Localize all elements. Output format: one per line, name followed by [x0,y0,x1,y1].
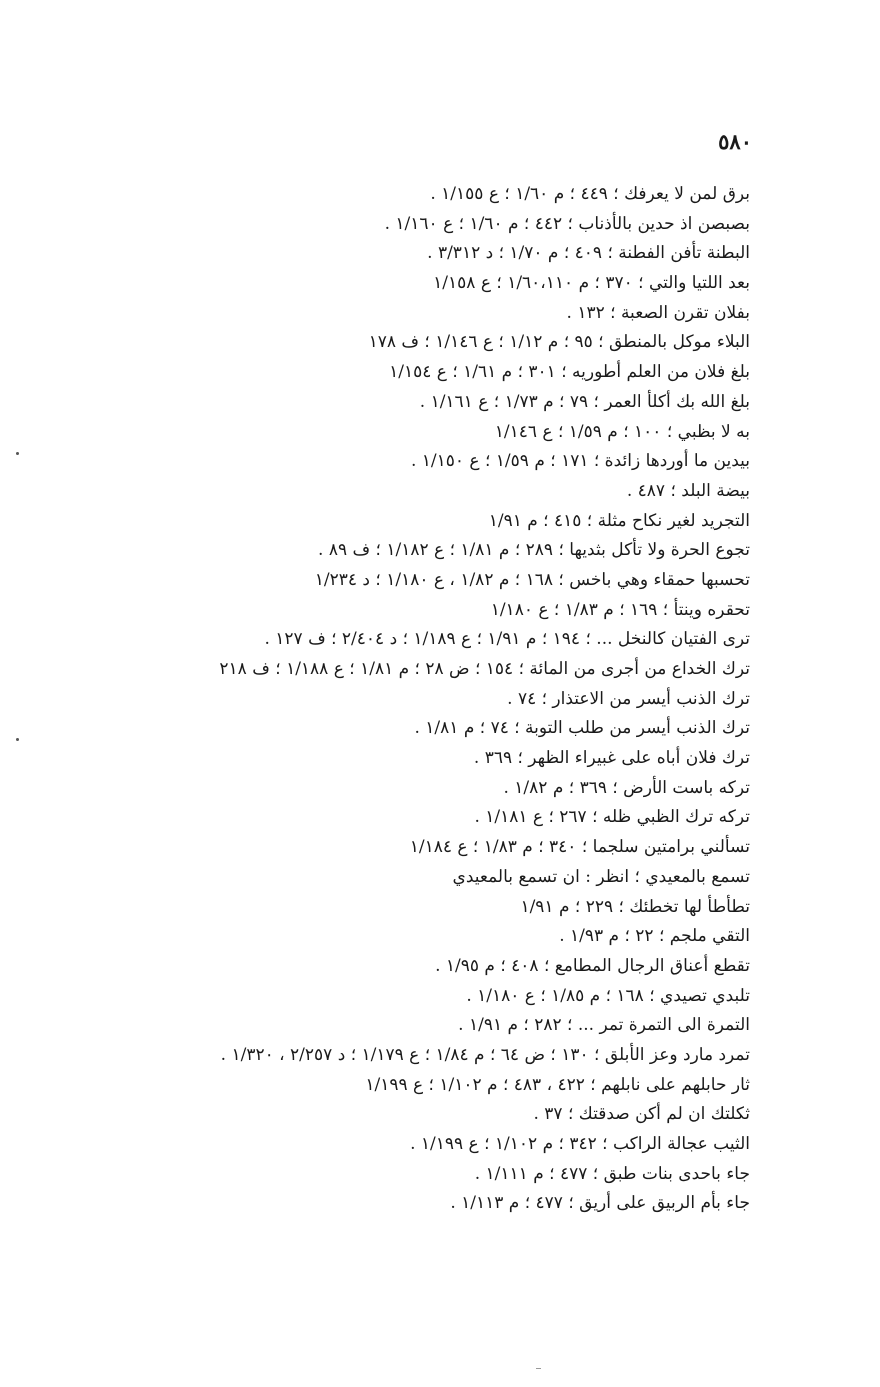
index-entry: التجريد لغير نكاح مثلة ؛ ٤١٥ ؛ م ١/٩١ [488,510,750,531]
index-entry: ترك الذنب أيسر من الاعتذار ؛ ٧٤ . [507,688,750,709]
scan-speck [16,452,19,455]
index-entry: التقي ملجم ؛ ٢٢ ؛ م ١/٩٣ . [559,926,750,947]
scan-speck [16,738,19,741]
index-entry: تركه ترك الظبي ظله ؛ ٢٦٧ ؛ ع ١/١٨١ . [474,807,750,828]
index-entry: البطنة تأفن الفطنة ؛ ٤٠٩ ؛ م ١/٧٠ ؛ د ٣/٣١٢ . [427,243,750,264]
index-entry: به لا بظبي ؛ ١٠٠ ؛ م ١/٥٩ ؛ ع ١/١٤٦ [494,421,750,442]
index-entry: ترك الذنب أيسر من طلب التوبة ؛ ٧٤ ؛ م ١/٨١ . [414,718,750,739]
index-entry: تلبدي تصيدي ؛ ١٦٨ ؛ م ١/٨٥ ؛ ع ١/١٨٠ . [466,985,750,1006]
index-entry: بيدين ما أوردها زائدة ؛ ١٧١ ؛ م ١/٥٩ ؛ ع ١/١٥٠ . [410,451,750,472]
index-entry: ترك الخداع من أجرى من المائة ؛ ١٥٤ ؛ ض ٢٨ ؛ م ١/٨١ ؛ ع ١/١٨٨ ؛ ف ٢١٨ [219,659,750,679]
index-entry: تمرد مارد وعز الأبلق ؛ ١٣٠ ؛ ض ٦٤ ؛ م ١/٨٤ ؛ ع ١/١٧٩ ؛ د ٢/٢٥٧ ، ١/٣٢٠ . [220,1044,750,1065]
index-entry: بلغ فلان من العلم أطوريه ؛ ٣٠١ ؛ م ١/٦١ ؛ ع ١/١٥٤ [389,362,750,383]
index-entry: تجوع الحرة ولا تأكل بثديها ؛ ٢٨٩ ؛ م ١/٨١ ؛ ع ١/١٨٢ ؛ ف ٨٩ . [318,540,750,561]
index-entry: جاء باحدى بنات طبق ؛ ٤٧٧ ؛ م ١/١١١ . [474,1163,750,1184]
index-entry: ترى الفتيان كالنخل ... ؛ ١٩٤ ؛ م ١/٩١ ؛ ع ١/١٨٩ ؛ د ٢/٤٠٤ ؛ ف ١٢٧ . [264,629,750,650]
index-entry: برق لمن لا يعرفك ؛ ٤٤٩ ؛ م ١/٦٠ ؛ ع ١/١٥٥ . [430,184,750,204]
index-entry: تحقره وينتأ ؛ ١٦٩ ؛ م ١/٨٣ ؛ ع ١/١٨٠ [490,599,750,620]
index-entry: ثكلتك ان لم أكن صدقتك ؛ ٣٧ . [533,1104,750,1125]
page-number: ٥٨٠ [718,129,752,154]
index-entry: البلاء موكل بالمنطق ؛ ٩٥ ؛ م ١/١٢ ؛ ع ١/١٤٦ ؛ ف ١٧٨ [368,332,750,353]
index-entry: ترك فلان أباه على غبيراء الظهر ؛ ٣٦٩ . [473,748,750,769]
index-entry: التمرة الى التمرة تمر ... ؛ ٢٨٢ ؛ م ١/٩١ . [458,1015,750,1036]
index-entry: بصبصن اذ حدين بالأذناب ؛ ٤٤٢ ؛ م ١/٦٠ ؛ ع ١/١٦٠ . [384,213,750,234]
index-entry: بعد اللتيا والتي ؛ ٣٧٠ ؛ م ١/٦٠،١١٠ ؛ ع ١/١٥٨ [433,273,750,294]
index-entry: بفلان تقرن الصعبة ؛ ١٣٢ . [566,302,750,323]
scan-speck [536,1368,541,1369]
proverb-index-list [10,180,750,1219]
index-entry: تطأطأ لها تخطئك ؛ ٢٢٩ ؛ م ١/٩١ [520,896,750,917]
index-entry: جاء بأم الربيق على أريق ؛ ٤٧٧ ؛ م ١/١١٣ . [450,1193,750,1214]
index-entry: بيضة البلد ؛ ٤٨٧ . [626,480,750,501]
index-entry: تسألني برامتين سلجما ؛ ٣٤٠ ؛ م ١/٨٣ ؛ ع ١/١٨٤ [409,837,750,858]
index-entry: تركه باست الأرض ؛ ٣٦٩ ؛ م ١/٨٢ . [503,777,750,798]
index-entry: تسمع بالمعيدي ؛ انظر : ان تسمع بالمعيدي [452,866,750,887]
index-entry: بلغ الله بك أكلأ العمر ؛ ٧٩ ؛ م ١/٧٣ ؛ ع ١/١٦١ . [419,391,750,412]
index-entry: ثار حابلهم على نابلهم ؛ ٤٢٢ ، ٤٨٣ ؛ م ١/١٠٢ ؛ ع ١/١٩٩ [365,1074,750,1095]
index-entry: الثيب عجالة الراكب ؛ ٣٤٢ ؛ م ١/١٠٢ ؛ ع ١/١٩٩ . [410,1134,750,1154]
index-entry: تحسبها حمقاء وهي باخس ؛ ١٦٨ ؛ م ١/٨٢ ، ع ١/١٨٠ ؛ د ١/٢٣٤ [314,569,750,590]
index-entry: تقطع أعناق الرجال المطامع ؛ ٤٠٨ ؛ م ١/٩٥ . [435,955,750,976]
